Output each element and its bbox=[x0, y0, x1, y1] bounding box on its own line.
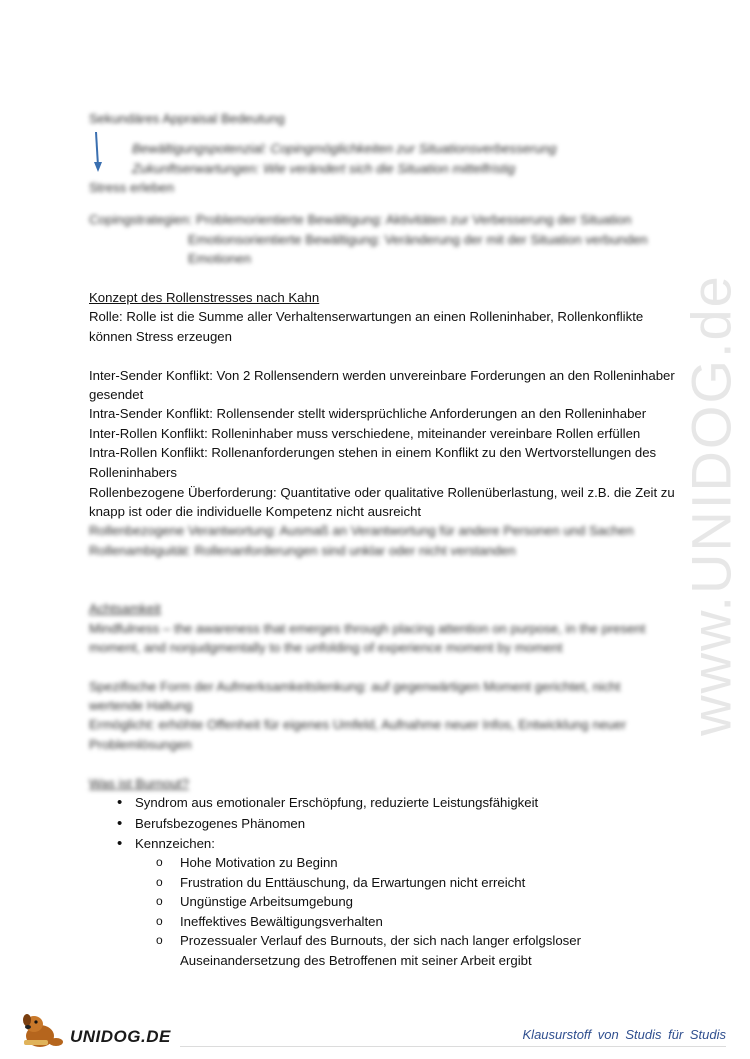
unidog-logo bbox=[18, 1010, 178, 1050]
watermark-text: www.UNIDOG.de bbox=[679, 274, 743, 736]
text-line: knapp ist oder die individuelle Kompetenz nicht ausreicht bbox=[89, 504, 422, 519]
text-line: gesendet bbox=[89, 387, 144, 402]
sub-bullet: o bbox=[156, 933, 163, 947]
blurred-line: Problemlösungen bbox=[89, 737, 192, 752]
sub-list-item: Prozessualer Verlauf des Burnouts, der sich nach langer erfolgsloser bbox=[180, 933, 581, 948]
text-line: Intra-Rollen Konflikt: Rollenanforderungen stehen in einem Konflikt zu den Wertvorstellungen des bbox=[89, 445, 657, 460]
blurred-line: Stress erleben bbox=[89, 180, 175, 195]
blurred-section-title: Achtsamkeit bbox=[89, 601, 161, 616]
bullet: • bbox=[117, 815, 123, 832]
arrow-icon bbox=[93, 130, 97, 170]
blurred-line: Copingstrategien: Problemorientierte Bewältigung: Aktivitäten zur Verbesserung der Situation bbox=[89, 212, 632, 227]
blurred-line: Ermöglicht: erhöhte Offenheit für eigenes Umfeld, Aufnahme neuer Infos, Entwicklung neuer bbox=[89, 717, 627, 732]
dog-mascot-icon bbox=[18, 1010, 78, 1050]
list-item: Berufsbezogenes Phänomen bbox=[135, 816, 306, 831]
sub-list-item-continuation: Auseinandersetzung des Betroffenen mit seiner Arbeit ergibt bbox=[180, 953, 532, 968]
blurred-line: Emotionen bbox=[188, 251, 252, 266]
blurred-line: Rollenbezogene Verantwortung: Ausmaß an Verantwortung für andere Personen und Sachen bbox=[89, 523, 634, 538]
blurred-line: wertende Haltung bbox=[89, 698, 193, 713]
sub-bullet: o bbox=[156, 894, 163, 908]
sub-bullet: o bbox=[156, 855, 163, 869]
blurred-line: moment, and nonjudgmentally to the unfolding of experience moment by moment bbox=[89, 640, 563, 655]
sub-list-item: Ungünstige Arbeitsumgebung bbox=[180, 894, 354, 909]
text-line: Rolle: Rolle ist die Summe aller Verhaltenserwartungen an einen Rolleninhaber, Rollenkonflikte bbox=[89, 309, 644, 324]
logo-text: UNIDOG.DE bbox=[70, 1027, 171, 1046]
text-line: Intra-Sender Konflikt: Rollensender stellt widersprüchliche Anforderungen an den Rolleninhaber bbox=[89, 406, 647, 421]
blurred-line: Rollenambiguität: Rollenanforderungen sind unklar oder nicht verstanden bbox=[89, 543, 516, 558]
bullet: • bbox=[117, 835, 123, 852]
watermark bbox=[656, 270, 750, 740]
list-item: Syndrom aus emotionaler Erschöpfung, reduzierte Leistungsfähigkeit bbox=[135, 795, 539, 810]
bullet: • bbox=[117, 794, 123, 811]
sub-bullet: o bbox=[156, 875, 163, 889]
blurred-subline: Zukunftserwartungen: Wie verändert sich die Situation mittelfristig bbox=[132, 161, 516, 176]
sub-bullet: o bbox=[156, 914, 163, 928]
blurred-line: Mindfulness – the awareness that emerges through placing attention on purpose, in the present bbox=[89, 621, 646, 636]
footer-divider bbox=[180, 1046, 726, 1047]
list-item: Kennzeichen: bbox=[135, 836, 215, 851]
text-line: Rollenbezogene Überforderung: Quantitative oder qualitative Rollenüberlastung, weil z.B. die Zeit zu bbox=[89, 485, 675, 500]
blurred-section-title: Was ist Burnout? bbox=[89, 776, 189, 791]
sub-list-item: Ineffektives Bewältigungsverhalten bbox=[180, 914, 383, 929]
sub-list-item: Frustration du Enttäuschung, da Erwartungen nicht erreicht bbox=[180, 875, 526, 890]
blurred-heading: Sekundäres Appraisal Bedeutung bbox=[89, 111, 285, 126]
text-line: können Stress erzeugen bbox=[89, 329, 232, 344]
section-title-kahn: Konzept des Rollenstresses nach Kahn bbox=[89, 290, 320, 305]
text-line: Inter-Sender Konflikt: Von 2 Rollensendern werden unvereinbare Forderungen an den Rolleninhaber bbox=[89, 368, 675, 383]
text-line: Rolleninhabers bbox=[89, 465, 177, 480]
footer-tagline: Klausurstoff von Studis für Studis bbox=[522, 1027, 726, 1042]
blurred-line: Emotionsorientierte Bewältigung: Veränderung der mit der Situation verbunden bbox=[188, 232, 648, 247]
sub-list-item: Hohe Motivation zu Beginn bbox=[180, 855, 338, 870]
blurred-line: Spezifische Form der Aufmerksamkeitslenkung: auf gegenwärtigen Moment gerichtet, nicht bbox=[89, 679, 621, 694]
blurred-subline: Bewältigungspotenzial: Copingmöglichkeiten zur Situationsverbesserung bbox=[132, 141, 557, 156]
text-line: Inter-Rollen Konflikt: Rolleninhaber muss verschiedene, miteinander vereinbare Rollen erfüllen bbox=[89, 426, 641, 441]
